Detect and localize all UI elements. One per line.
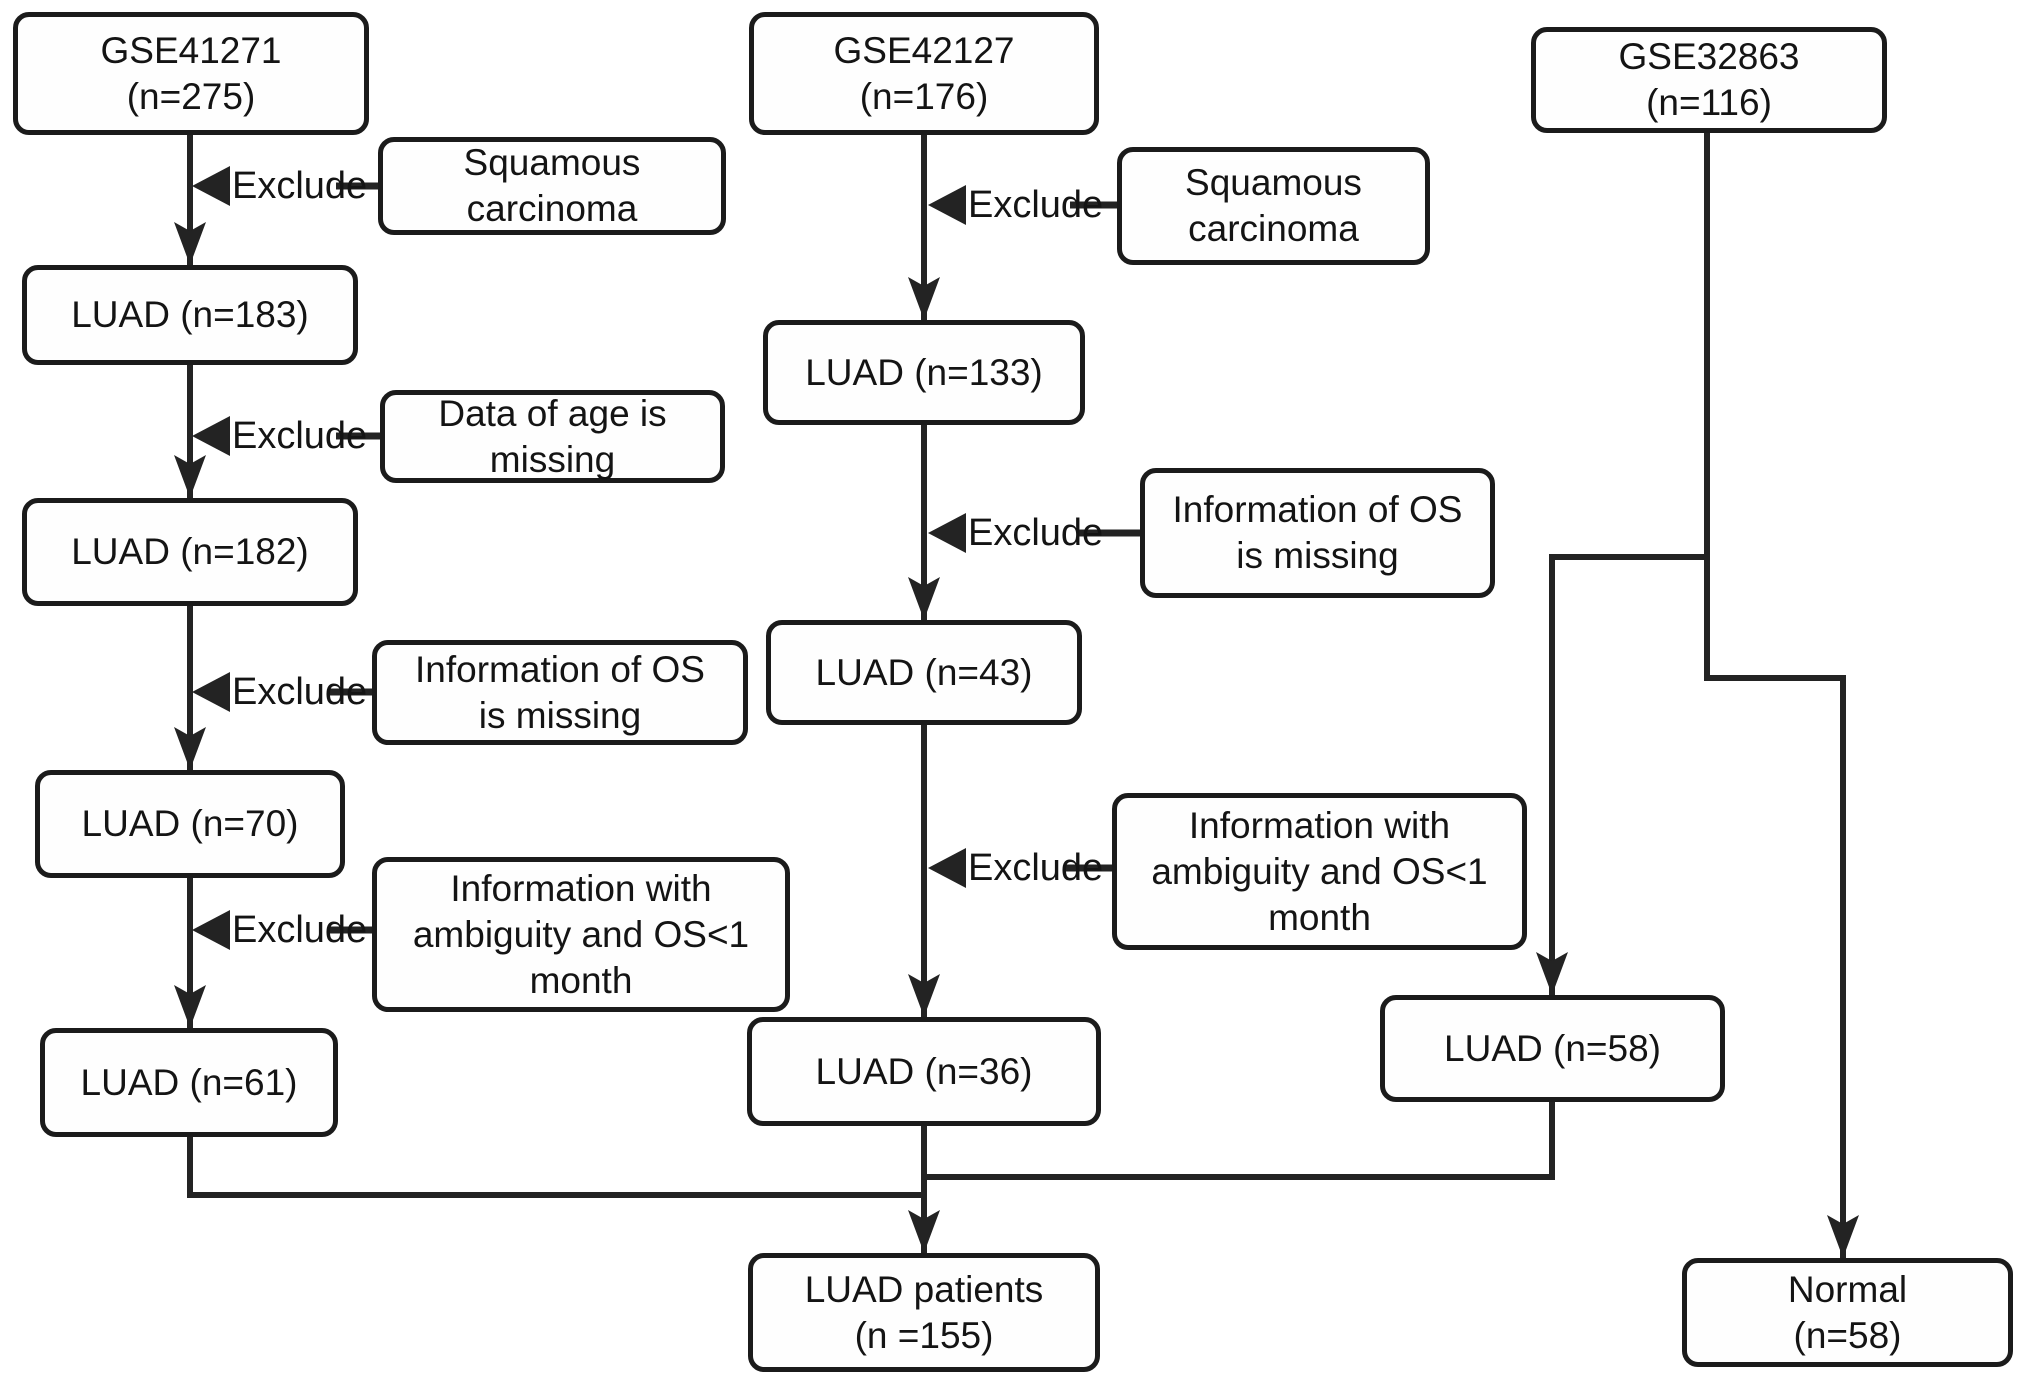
- exclusion-box-ambiguity-1: [372, 857, 790, 1012]
- node-label: LUAD (n=133): [805, 351, 1043, 393]
- exclude-arrow-icon: [928, 848, 966, 888]
- flow-connector: [1707, 678, 1843, 1258]
- node-label: (n =155): [854, 1314, 994, 1356]
- exclude-label: Exclude: [968, 847, 1104, 889]
- exclusion-label: Squamous: [1185, 162, 1362, 203]
- exclusion-label: ambiguity and OS<1: [1151, 850, 1488, 892]
- exclude-arrow-icon: [928, 185, 966, 225]
- exclude-arrow-icon: [192, 416, 230, 456]
- node-luad183: [22, 265, 358, 365]
- node-luad182: [22, 498, 358, 606]
- node-label: GSE41271: [100, 29, 282, 71]
- node-luad43: [766, 620, 1082, 725]
- exclusion-box-squamous-2: [1117, 147, 1430, 265]
- exclusion-box-ambiguity-2: [1112, 793, 1527, 950]
- node-label: LUAD (n=183): [71, 294, 309, 335]
- exclusion-label: ambiguity and OS<1: [412, 913, 750, 955]
- exclusion-label: Squamous: [463, 142, 641, 183]
- node-gse42127: [749, 12, 1099, 135]
- exclusion-label: is missing: [1236, 535, 1399, 576]
- exclusion-label: Information with: [450, 867, 712, 909]
- flow-connector: [190, 1137, 924, 1195]
- node-gse32863: [1531, 27, 1887, 133]
- exclude-label: Exclude: [968, 512, 1104, 554]
- exclude-arrow-icon: [928, 513, 966, 553]
- node-label: (n=275): [126, 75, 256, 117]
- exclusion-label: missing: [489, 438, 616, 480]
- exclusion-label: Information with: [1188, 804, 1451, 846]
- exclusion-label: carcinoma: [466, 188, 638, 229]
- exclude-arrow-icon: [192, 910, 230, 950]
- exclude-arrow-icon: [192, 672, 230, 712]
- node-label: LUAD (n=36): [815, 1050, 1033, 1092]
- node-luad-patients: [748, 1253, 1100, 1372]
- node-luad58: [1380, 995, 1725, 1102]
- exclude-label: Exclude: [232, 415, 368, 457]
- node-luad133: [763, 320, 1085, 425]
- exclusion-box-os-2: [1140, 468, 1495, 598]
- node-label: (n=58): [1793, 1314, 1902, 1356]
- node-label: LUAD (n=58): [1444, 1027, 1661, 1069]
- node-label: GSE42127: [833, 29, 1015, 71]
- exclusion-label: is missing: [478, 694, 642, 736]
- exclude-label: Exclude: [232, 671, 368, 713]
- exclusion-box-age: [380, 390, 725, 483]
- node-luad70: [35, 770, 345, 878]
- node-label: Normal: [1787, 1268, 1908, 1310]
- exclusion-box-os-1: [372, 640, 748, 745]
- node-normal: [1682, 1258, 2013, 1367]
- exclusion-label: month: [529, 959, 633, 1001]
- node-label: LUAD (n=61): [80, 1061, 298, 1103]
- exclude-label: Exclude: [232, 165, 368, 207]
- node-luad61: [40, 1028, 338, 1137]
- exclusion-box-squamous-1: [378, 137, 726, 235]
- exclude-label: Exclude: [968, 184, 1104, 226]
- node-label: (n=116): [1646, 82, 1772, 123]
- node-label: LUAD (n=70): [81, 803, 299, 844]
- node-label: LUAD (n=43): [815, 651, 1033, 693]
- exclude-label: Exclude: [232, 909, 368, 951]
- exclusion-label: carcinoma: [1188, 208, 1359, 249]
- exclude-arrow-icon: [192, 166, 230, 206]
- node-label: (n=176): [859, 75, 989, 117]
- node-label: LUAD patients: [804, 1268, 1044, 1310]
- exclusion-label: Information of OS: [1172, 489, 1463, 530]
- node-gse41271: [13, 12, 369, 135]
- node-label: LUAD (n=182): [71, 531, 309, 572]
- exclusion-label: month: [1268, 896, 1371, 938]
- node-luad36: [747, 1017, 1101, 1126]
- exclusion-label: Data of age is: [438, 392, 667, 434]
- flow-connector: [1552, 557, 1707, 995]
- exclusion-label: Information of OS: [415, 648, 705, 690]
- node-label: GSE32863: [1618, 36, 1800, 77]
